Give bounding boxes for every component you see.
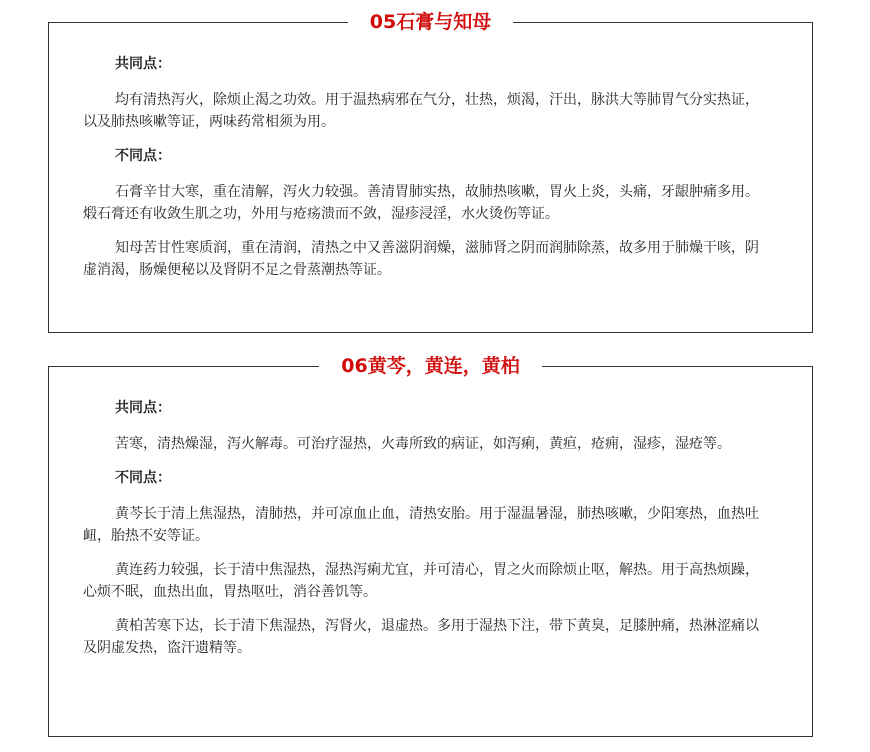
different-points-label: 不同点：: [115, 470, 171, 486]
section-title: 05石膏与知母: [348, 9, 513, 35]
common-points-text: 均有清热泻火，除烦止渴之功效。用于温热病邪在气分，壮热，烦渴，汗出，脉洪大等肺胃气分实热证，以及肺热咳嗽等证，两味药常相须为用。: [83, 92, 759, 130]
section-body: [83, 397, 772, 659]
different-point-paragraph: 黄连药力较强，长于清中焦湿热，湿热泻痢尤宜，并可清心，胃之火而除烦止呕，解热。用于高热烦躁，心烦不眠，血热出血，胃热呕吐，消谷善饥等。: [83, 562, 759, 600]
common-points-text: 苦寒，清热燥湿，泻火解毒。可治疗湿热，火毒所致的病证，如泻痢，黄疸，疮痈，湿疹，湿疮等。: [115, 436, 731, 452]
section-title: 06黄芩，黄连，黄柏: [319, 353, 541, 379]
common-points-label: 共同点：: [115, 56, 171, 72]
different-point-paragraph: 知母苦甘性寒质润，重在清润，清热之中又善滋阴润燥，滋肺肾之阴而润肺除蒸，故多用于肺燥干咳，阴虚消渴，肠燥便秘以及肾阴不足之骨蒸潮热等证。: [83, 240, 759, 278]
different-point-paragraph: 黄柏苦寒下达，长于清下焦湿热，泻肾火，退虚热。多用于湿热下注，带下黄臭，足膝肿痛，热淋涩痛以及阴虚发热，盗汗遗精等。: [83, 618, 759, 656]
section-card-huangqin-huanglian-huangbo: [48, 355, 813, 737]
section-body: [83, 53, 772, 281]
section-title-wrapper: [49, 353, 812, 379]
different-point-paragraph: 石膏辛甘大寒，重在清解，泻火力较强。善清胃肺实热，故肺热咳嗽，胃火上炎，头痛，牙龈肿痛多用。煅石膏还有收敛生肌之功，外用与疮疡溃而不敛，湿疹浸淫，水火烫伤等证。: [83, 184, 759, 222]
different-points-label: 不同点：: [115, 148, 171, 164]
section-card-shigao-zhimu: [48, 11, 813, 333]
section-title-wrapper: [49, 9, 812, 35]
different-point-paragraph: 黄芩长于清上焦湿热，清肺热，并可凉血止血，清热安胎。用于湿温暑湿，肺热咳嗽，少阳寒热，血热吐衄，胎热不安等证。: [83, 506, 759, 544]
common-points-label: 共同点：: [115, 400, 171, 416]
